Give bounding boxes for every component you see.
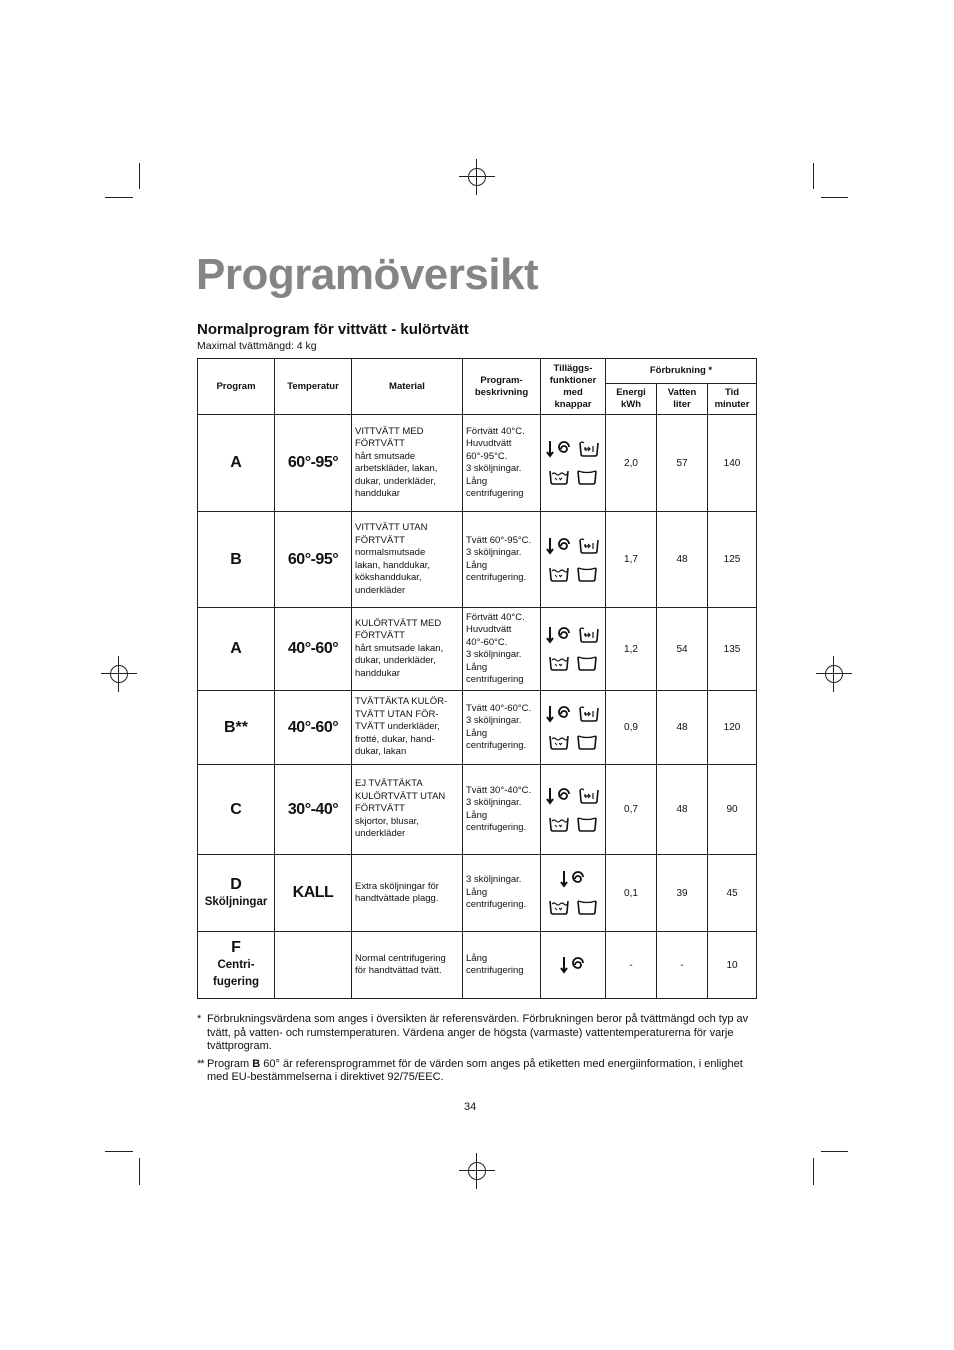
- registration-mark: [459, 1153, 495, 1189]
- description-cell: Tvätt 30°-40°C. 3 sköljningar. Lång centrifugering.: [463, 765, 541, 855]
- symbol-row: [541, 438, 605, 460]
- symbol-row: [541, 954, 605, 976]
- time-cell: 10: [708, 932, 757, 999]
- crop-mark: [821, 1151, 848, 1152]
- program-cell: [198, 691, 275, 765]
- water-cell: 48: [657, 691, 708, 765]
- spin-no-icon: [560, 955, 586, 975]
- temperature-cell: 60°-95°: [275, 512, 352, 608]
- material-cell: VITTVÄTT UTAN FÖRTVÄTT normalsmutsade lakan, handdukar, kökshanddukar, underkläder: [352, 512, 463, 608]
- description-cell: Tvätt 40°-60°C. 3 sköljningar. Lång centrifugering.: [463, 691, 541, 765]
- energy-cell: 2,0: [606, 415, 657, 512]
- easy-iron-icon: [576, 814, 598, 834]
- spin-no-icon: [546, 786, 572, 806]
- footnote-text-part: 60° är referensprogrammet för de värden som anges på etiketten med energiinformation, i enlighet med EU-bestämmelserna i direktivet 92/75/EEC.: [207, 1057, 743, 1083]
- registration-mark: [816, 656, 852, 692]
- symbol-row: [541, 703, 605, 725]
- max-load: Maximal tvättmängd: 4 kg: [197, 340, 317, 352]
- header-material: Material: [352, 359, 463, 415]
- easy-iron-icon: [576, 564, 598, 584]
- footnote-bullet: *: [197, 1013, 202, 1025]
- crop-mark: [813, 163, 814, 189]
- program-cell: [198, 855, 275, 932]
- program-letter: D: [230, 875, 242, 893]
- time-cell: 120: [708, 691, 757, 765]
- table-row: [198, 512, 757, 608]
- program-table: [197, 358, 757, 999]
- table-row: [198, 932, 757, 999]
- symbol-row: [541, 535, 605, 557]
- extra-functions-cell: [541, 765, 606, 855]
- temperature-cell: 40°-60°: [275, 608, 352, 691]
- registration-mark: [101, 656, 137, 692]
- intensive-rinse-icon: [548, 653, 570, 673]
- footnote: [197, 1058, 757, 1085]
- extra-functions-cell: [541, 691, 606, 765]
- crop-mark: [813, 1158, 814, 1185]
- program-subtitle: Sköljningar: [204, 895, 268, 908]
- crop-mark: [105, 1151, 133, 1152]
- temperature-cell: KALL: [275, 855, 352, 932]
- spin-no-icon: [546, 625, 572, 645]
- footnote-text-bold: B: [252, 1057, 261, 1070]
- program-cell: [198, 932, 275, 999]
- time-cell: 135: [708, 608, 757, 691]
- header-consumption: Förbrukning *: [606, 359, 757, 384]
- intensive-rinse-icon: [548, 467, 570, 487]
- table-row: [198, 855, 757, 932]
- prewash-icon: [578, 786, 600, 806]
- symbol-row: [541, 785, 605, 807]
- symbol-row: [541, 652, 605, 674]
- program-letter: B**: [223, 718, 248, 736]
- extra-functions-cell: [541, 855, 606, 932]
- energy-cell: 0,1: [606, 855, 657, 932]
- header-energy: Energi kWh: [606, 384, 657, 415]
- material-cell: Normal centrifugering för handtvättad tvätt.: [352, 932, 463, 999]
- easy-iron-icon: [576, 732, 598, 752]
- extra-functions-cell: [541, 932, 606, 999]
- program-cell: [198, 765, 275, 855]
- header-description: Program- beskrivning: [463, 359, 541, 415]
- description-cell: Tvätt 60°-95°C. 3 sköljningar. Lång centrifugering.: [463, 512, 541, 608]
- symbol-row: [541, 868, 605, 890]
- footnote-text: [207, 1058, 757, 1085]
- footnote-bullet: **: [197, 1057, 204, 1070]
- program-cell: [198, 608, 275, 691]
- symbol-row: [541, 813, 605, 835]
- material-cell: TVÄTTÄKTA KULÖR- TVÄTT UTAN FÖR- TVÄTT underkläder, frotté, dukar, hand- dukar, lakan: [352, 691, 463, 765]
- description-cell: Förtvätt 40°C. Huvudtvätt 40°-60°C. 3 sköljningar. Lång centrifugering: [463, 608, 541, 691]
- program-letter: C: [230, 800, 242, 818]
- energy-cell: 1,7: [606, 512, 657, 608]
- prewash-icon: [578, 704, 600, 724]
- temperature-cell: 60°-95°: [275, 415, 352, 512]
- water-cell: 48: [657, 512, 708, 608]
- prewash-icon: [578, 439, 600, 459]
- spin-no-icon: [560, 869, 586, 889]
- prewash-icon: [578, 536, 600, 556]
- material-cell: EJ TVÄTTÄKTA KULÖRTVÄTT UTAN FÖRTVÄTT skjortor, blusar, underkläder: [352, 765, 463, 855]
- table-row: [198, 691, 757, 765]
- header-extra-functions: Tilläggs- funktioner med knappar: [541, 359, 606, 415]
- energy-cell: -: [606, 932, 657, 999]
- extra-functions-cell: [541, 415, 606, 512]
- spin-no-icon: [546, 439, 572, 459]
- crop-mark: [139, 163, 140, 189]
- program-cell: [198, 512, 275, 608]
- program-letter: F: [231, 939, 241, 956]
- header-time: Tid minuter: [708, 384, 757, 415]
- description-cell: Förtvätt 40°C. Huvudtvätt 60°-95°C. 3 sköljningar. Lång centrifugering: [463, 415, 541, 512]
- intensive-rinse-icon: [548, 814, 570, 834]
- easy-iron-icon: [576, 653, 598, 673]
- temperature-cell: 40°-60°: [275, 691, 352, 765]
- program-letter: A: [230, 454, 242, 471]
- extra-functions-cell: [541, 608, 606, 691]
- symbol-row: [541, 466, 605, 488]
- water-cell: 54: [657, 608, 708, 691]
- footnote-text-part: Program: [207, 1057, 253, 1070]
- symbol-row: [541, 896, 605, 918]
- symbol-row: [541, 563, 605, 585]
- footnotes: [197, 1013, 757, 1089]
- energy-cell: 0,9: [606, 691, 657, 765]
- table-row: [198, 415, 757, 512]
- page-number: 34: [464, 1101, 477, 1113]
- page-title: Programöversikt: [196, 250, 539, 299]
- footnote: [197, 1013, 757, 1054]
- time-cell: 45: [708, 855, 757, 932]
- time-cell: 140: [708, 415, 757, 512]
- water-cell: -: [657, 932, 708, 999]
- intensive-rinse-icon: [548, 897, 570, 917]
- section-title: Normalprogram för vittvätt - kulörtvätt: [197, 321, 469, 338]
- description-cell: 3 sköljningar. Lång centrifugering.: [463, 855, 541, 932]
- temperature-cell: 30°-40°: [275, 765, 352, 855]
- energy-cell: 1,2: [606, 608, 657, 691]
- crop-mark: [105, 197, 133, 198]
- table-row: [198, 765, 757, 855]
- header-program: Program: [198, 359, 275, 415]
- symbol-row: [541, 731, 605, 753]
- material-cell: KULÖRTVÄTT MED FÖRTVÄTT hårt smutsade lakan, dukar, underkläder, handdukar: [352, 608, 463, 691]
- time-cell: 90: [708, 765, 757, 855]
- program-cell: [198, 415, 275, 512]
- intensive-rinse-icon: [548, 732, 570, 752]
- water-cell: 57: [657, 415, 708, 512]
- spin-no-icon: [546, 536, 572, 556]
- symbol-row: [541, 624, 605, 646]
- crop-mark: [821, 197, 848, 198]
- program-letter: A: [230, 640, 242, 657]
- temperature-cell: [275, 932, 352, 999]
- registration-mark: [459, 159, 495, 195]
- time-cell: 125: [708, 512, 757, 608]
- extra-functions-cell: [541, 512, 606, 608]
- material-cell: Extra sköljningar för handtvättade plagg.: [352, 855, 463, 932]
- water-cell: 39: [657, 855, 708, 932]
- header-temperature: Temperatur: [275, 359, 352, 415]
- prewash-icon: [578, 625, 600, 645]
- description-cell: Lång centrifugering: [463, 932, 541, 999]
- intensive-rinse-icon: [548, 564, 570, 584]
- easy-iron-icon: [576, 467, 598, 487]
- program-subtitle: Centri- fugering: [213, 959, 259, 988]
- program-letter: B: [230, 550, 242, 568]
- header-water: Vatten liter: [657, 384, 708, 415]
- material-cell: VITTVÄTT MED FÖRTVÄTT hårt smutsade arbetskläder, lakan, dukar, underkläder, handdukar: [352, 415, 463, 512]
- crop-mark: [139, 1158, 140, 1185]
- table-row: [198, 608, 757, 691]
- water-cell: 48: [657, 765, 708, 855]
- energy-cell: 0,7: [606, 765, 657, 855]
- easy-iron-icon: [576, 897, 598, 917]
- spin-no-icon: [546, 704, 572, 724]
- footnote-text: Förbrukningsvärdena som anges i översikten är referensvärden. Förbrukningen beror på tvättmängd och typ av tvätt, på vatten- och rumstemperaturen. Värdena anger de högsta (varmaste) vattentemperaturerna för varje tvättprogram.: [207, 1013, 749, 1052]
